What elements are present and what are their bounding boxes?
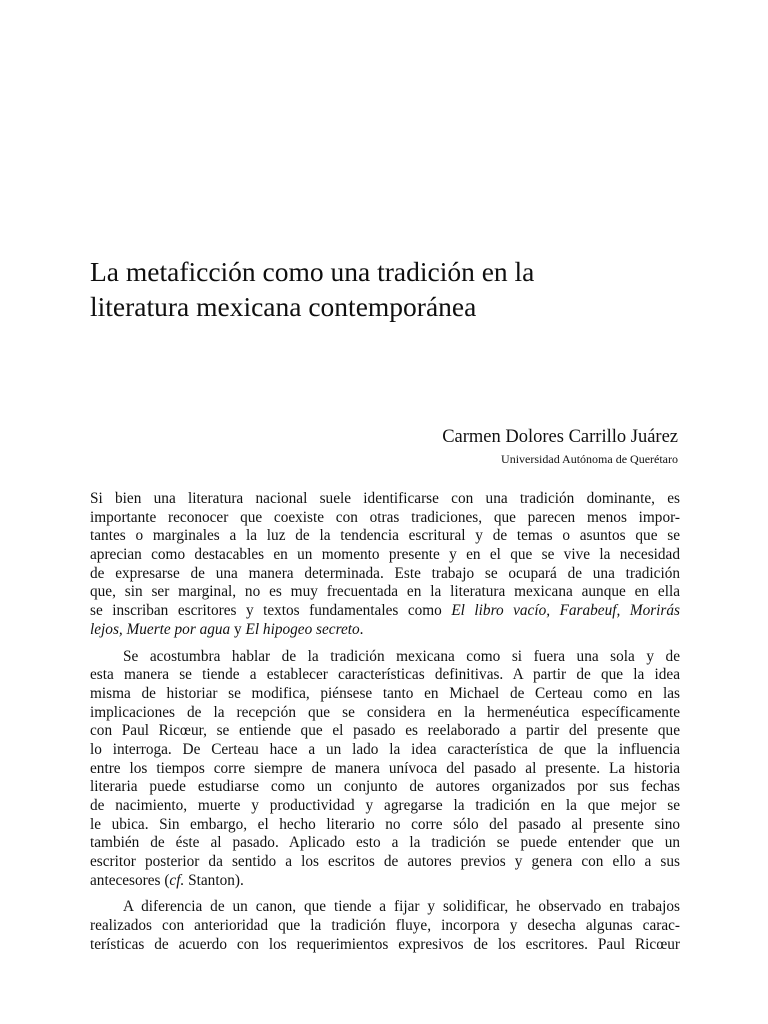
text-line: Se acostumbra hablar de la tradición mexicana como si fuera una sola y de bbox=[123, 647, 680, 665]
citation-abbrev-italic: cf. bbox=[169, 871, 185, 889]
text-line: Si bien una literatura nacional suele identificarse con una tradición dominante, es bbox=[90, 490, 680, 507]
book-titles-italic: El libro vacío, Farabeuf, Morirás bbox=[451, 602, 680, 620]
text-line: aprecian como destacables en un momento presente y en el que se vive la necesidad bbox=[90, 546, 680, 564]
text-line: con Paul Ricœur, se entiende que el pasado es reelaborado a partir del presente que bbox=[90, 722, 680, 740]
text-run: antecesores ( bbox=[90, 871, 170, 889]
text-line: entre los tiempos corre siempre de manera unívoca del pasado al presente. La historia bbox=[90, 759, 680, 777]
article-title-line: La metaficción como una tradición en la bbox=[90, 256, 535, 287]
text-line: literaria puede estudiarse como un conjunto de autores organizados por sus fechas bbox=[90, 778, 680, 796]
article-title-line: literatura mexicana contemporánea bbox=[90, 291, 477, 322]
text-line: de expresarse de una manera determinada. Este trabajo se ocupará de una tradición bbox=[90, 564, 680, 582]
text-line: de nacimiento, muerte y productividad y agregarse la tradición en la que mejor se bbox=[90, 797, 680, 814]
book-titles-italic: lejos, Muerte por agua bbox=[90, 620, 231, 638]
text-line: escritor posterior da sentido a los escritos de autores previos y genera con ello a sus bbox=[90, 853, 680, 871]
paragraph-3 bbox=[90, 898, 680, 954]
paragraph-1 bbox=[90, 490, 680, 640]
book-title-italic: El hipogeo secreto bbox=[245, 620, 360, 638]
text-run: y bbox=[230, 620, 246, 638]
text-line bbox=[90, 621, 680, 640]
text-line: le ubica. Sin embargo, el hecho literario no corre sólo del pasado al presente sino bbox=[90, 815, 680, 833]
text-line: A diferencia de un canon, que tiende a fijar y solidificar, he observado en trabajos bbox=[123, 898, 680, 916]
author-name: Carmen Dolores Carrillo Juárez bbox=[442, 427, 678, 447]
text-line: que, sin ser marginal, no es muy frecuentada en la literatura mexicana aunque en ella bbox=[90, 583, 680, 601]
text-line: lo interroga. De Certeau hace a un lado la idea característica de que la influencia bbox=[90, 740, 680, 758]
text-line bbox=[90, 602, 680, 621]
text-line: misma de historiar se modifica, piénsese tanto en Michael de Certeau como en las bbox=[90, 684, 680, 702]
text-line: terísticas de acuerdo con los requerimientos expresivos de los escritores. Paul Ricœur bbox=[90, 935, 680, 953]
text-line bbox=[90, 872, 680, 891]
text-run: se inscriban escritores y textos fundamentales como bbox=[90, 602, 452, 620]
text-run: . bbox=[359, 620, 364, 638]
text-run: Stanton). bbox=[184, 871, 244, 889]
text-line: importante reconocer que coexiste con otras tradiciones, que parecen menos impor- bbox=[90, 508, 680, 526]
paragraph-2 bbox=[90, 648, 680, 891]
text-line: realizados con anterioridad que la tradición fluye, incorpora y desecha algunas carac- bbox=[90, 917, 680, 935]
article-body bbox=[90, 490, 680, 955]
author-affiliation: Universidad Autónoma de Querétaro bbox=[501, 452, 678, 466]
text-line: esta manera se tiende a establecer características definitivas. A partir de que la idea bbox=[90, 666, 680, 684]
text-line: tantes o marginales a la luz de la tendencia escritural y de temas o asuntos que se bbox=[90, 527, 680, 545]
text-line: también de éste al pasado. Aplicado esto a la tradición se puede entender que un bbox=[90, 834, 680, 852]
article-title bbox=[90, 254, 690, 324]
text-line: implicaciones de la recepción que se considera en la hermenéutica específicamente bbox=[90, 703, 680, 721]
